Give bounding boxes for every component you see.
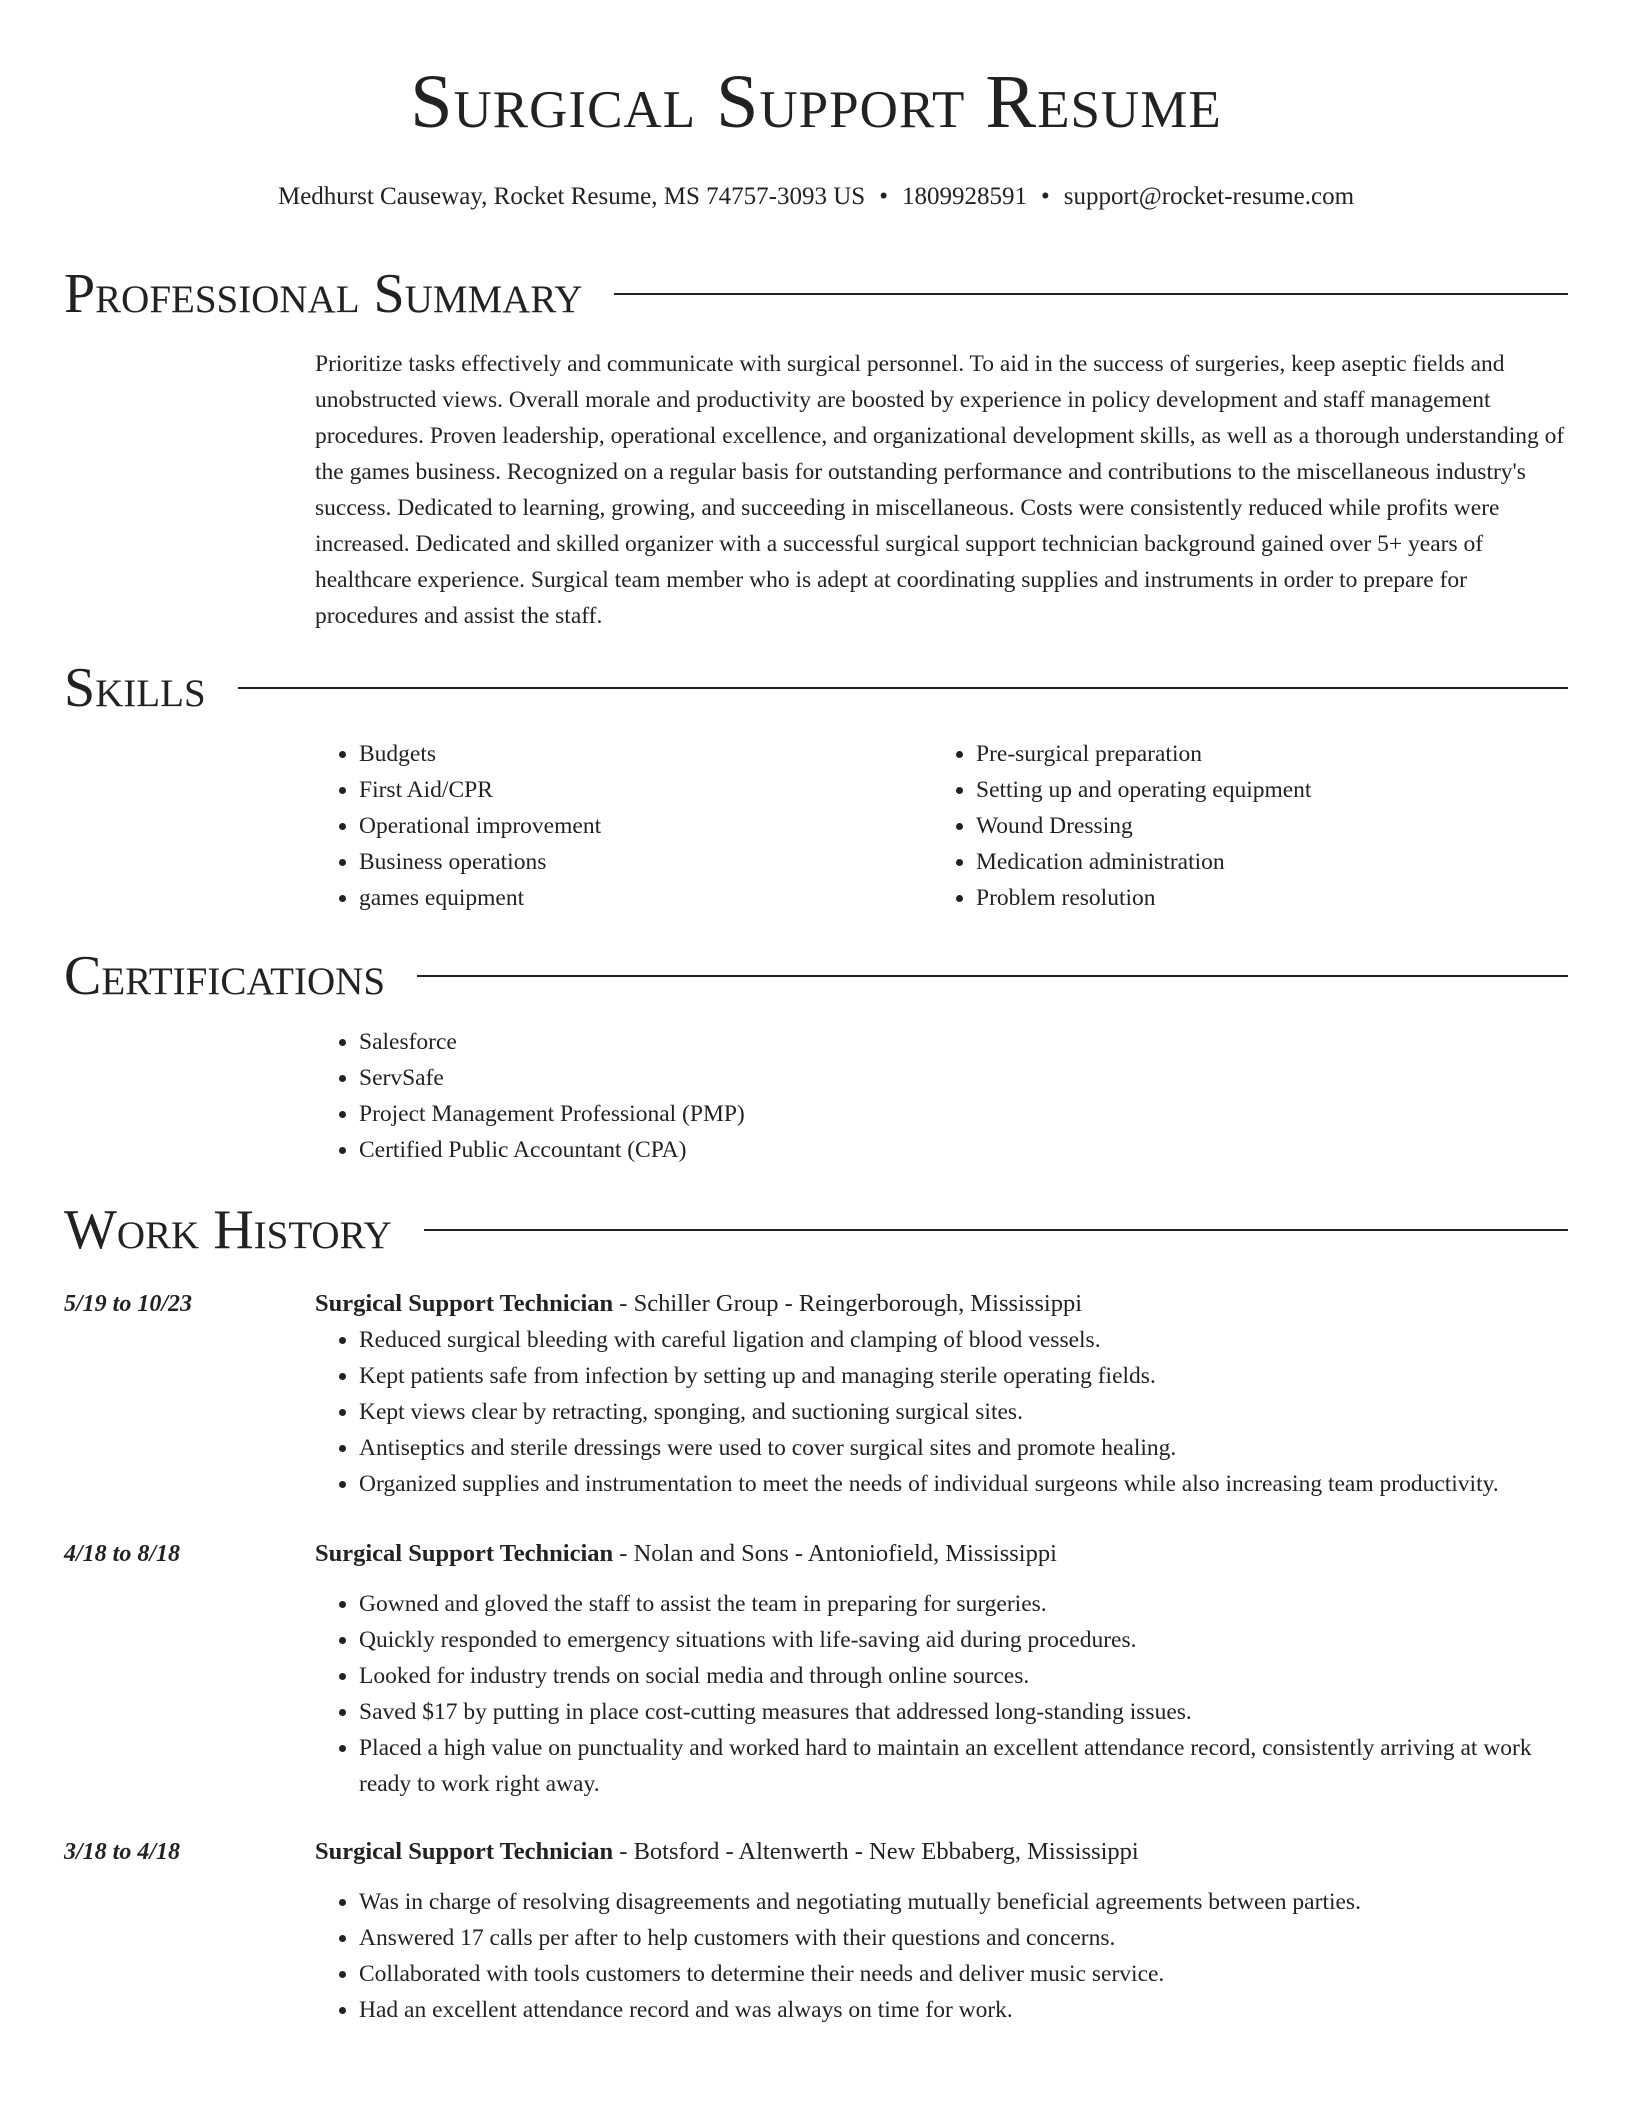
job-dates: 5/19 to 10/23 <box>64 1291 193 1317</box>
job-bullet: • Answered 17 calls per after to help customers with their questions and concerns. <box>359 1920 1568 1956</box>
job-bullet: • Collaborated with tools customers to determine their needs and deliver music service. <box>359 1956 1568 1992</box>
job-body <box>315 1834 1568 2028</box>
skills-column-left <box>315 736 932 916</box>
contact-separator: • <box>1040 183 1050 210</box>
skills-column-right <box>932 736 1549 916</box>
skill-item: • Business operations <box>359 844 932 880</box>
job-bullet: • Kept views clear by retracting, sponging, and suctioning surgical sites. <box>359 1394 1568 1430</box>
section-divider <box>417 975 1568 977</box>
job-title-line <box>315 1536 1568 1572</box>
job-dates: 4/18 to 8/18 <box>64 1541 181 1567</box>
certifications-list <box>315 1024 1568 1168</box>
job-role: Surgical Support Technician <box>315 1540 614 1567</box>
certifications-section-header <box>64 944 1568 1008</box>
section-divider <box>424 1229 1568 1231</box>
contact-phone: 1809928591 <box>901 183 1027 210</box>
skill-item: • Pre-surgical preparation <box>976 736 1549 772</box>
job-body <box>315 1536 1568 1802</box>
skills-section-header <box>64 656 1568 720</box>
section-divider <box>614 293 1568 295</box>
contact-email: support@rocket-resume.com <box>1063 183 1355 210</box>
contact-line <box>64 182 1568 212</box>
job-employer-location: - Nolan and Sons - Antoniofield, Mississippi <box>613 1540 1057 1567</box>
skill-item: • Operational improvement <box>359 808 932 844</box>
job-bullets <box>315 1884 1568 2028</box>
skill-item: • First Aid/CPR <box>359 772 932 808</box>
job-role: Surgical Support Technician <box>315 1838 614 1865</box>
job-title-line <box>315 1286 1568 1322</box>
certification-item: • Project Management Professional (PMP) <box>359 1096 1568 1132</box>
summary-heading: Professional Summary <box>64 263 583 325</box>
job-dates: 3/18 to 4/18 <box>64 1839 181 1865</box>
work-heading: Work History <box>64 1199 392 1261</box>
job-entry <box>64 1536 1568 1802</box>
certification-item: • Salesforce <box>359 1024 1568 1060</box>
job-bullet: • Gowned and gloved the staff to assist the team in preparing for surgeries. <box>359 1586 1568 1622</box>
job-bullet: • Reduced surgical bleeding with careful ligation and clamping of blood vessels. <box>359 1322 1568 1358</box>
resume-title: Surgical Support Resume <box>410 60 1222 144</box>
certification-item: • ServSafe <box>359 1060 1568 1096</box>
job-bullet: • Saved $17 by putting in place cost-cutting measures that addressed long-standing issues. <box>359 1694 1568 1730</box>
work-section-header <box>64 1198 1568 1262</box>
job-bullets <box>315 1322 1568 1502</box>
skill-item: • Medication administration <box>976 844 1549 880</box>
contact-address: Medhurst Causeway, Rocket Resume, MS 74757-3093 US <box>277 183 866 210</box>
contact-separator: • <box>879 183 888 210</box>
job-bullet: • Placed a high value on punctuality and worked hard to maintain an excellent attendance record, consistently arriving at work ready to work right away. <box>359 1730 1568 1802</box>
job-entry <box>64 1834 1568 2028</box>
job-bullet: • Was in charge of resolving disagreements and negotiating mutually beneficial agreements between parties. <box>359 1884 1568 1920</box>
job-title-line <box>315 1834 1568 1870</box>
job-bullet: • Had an excellent attendance record and was always on time for work. <box>359 1992 1568 2028</box>
skills-list <box>315 736 1568 916</box>
skill-item: • Wound Dressing <box>976 808 1549 844</box>
skills-heading: Skills <box>64 657 206 719</box>
skill-item: • Setting up and operating equipment <box>976 772 1549 808</box>
skill-item: • Budgets <box>359 736 932 772</box>
job-bullets <box>315 1586 1568 1802</box>
skill-item: • Problem resolution <box>976 880 1549 916</box>
section-divider <box>238 687 1568 689</box>
job-body <box>315 1286 1568 1502</box>
job-bullet: • Kept patients safe from infection by setting up and managing sterile operating fields. <box>359 1358 1568 1394</box>
job-entry <box>64 1286 1568 1502</box>
job-role: Surgical Support Technician <box>315 1290 614 1317</box>
certification-item: • Certified Public Accountant (CPA) <box>359 1132 1568 1168</box>
job-bullet: • Organized supplies and instrumentation to meet the needs of individual surgeons while also increasing team productivity. <box>359 1466 1568 1502</box>
job-employer-location: - Schiller Group - Reingerborough, Mississippi <box>613 1290 1083 1317</box>
job-bullet: • Looked for industry trends on social media and through online sources. <box>359 1658 1568 1694</box>
summary-text: Prioritize tasks effectively and communicate with surgical personnel. To aid in the success of surgeries, keep aseptic fields and unobstructed views. Overall morale and productivity are boosted by experience in policy development and staff management procedures. Proven leadership, operational excellence, and organizational development skills, as well as a thorough understanding of the games business. Recognized on a regular basis for outstanding performance and contributions to the miscellaneous industry's success. Dedicated to learning, growing, and succeeding in miscellaneous. Costs were consistently reduced while profits were increased. Dedicated and skilled organizer with a successful surgical support technician background gained over 5+ years of healthcare experience. Surgical team member who is adept at coordinating supplies and instruments in order to prepare for procedures and assist the staff. <box>315 351 1565 629</box>
job-bullet: • Antiseptics and sterile dressings were used to cover surgical sites and promote healing. <box>359 1430 1568 1466</box>
job-employer-location: - Botsford - Altenwerth - New Ebbaberg, Mississippi <box>613 1838 1139 1865</box>
summary-section-header <box>64 262 1568 326</box>
skill-item: • games equipment <box>359 880 932 916</box>
job-bullet: • Quickly responded to emergency situations with life-saving aid during procedures. <box>359 1622 1568 1658</box>
certifications-heading: Certifications <box>64 945 386 1007</box>
